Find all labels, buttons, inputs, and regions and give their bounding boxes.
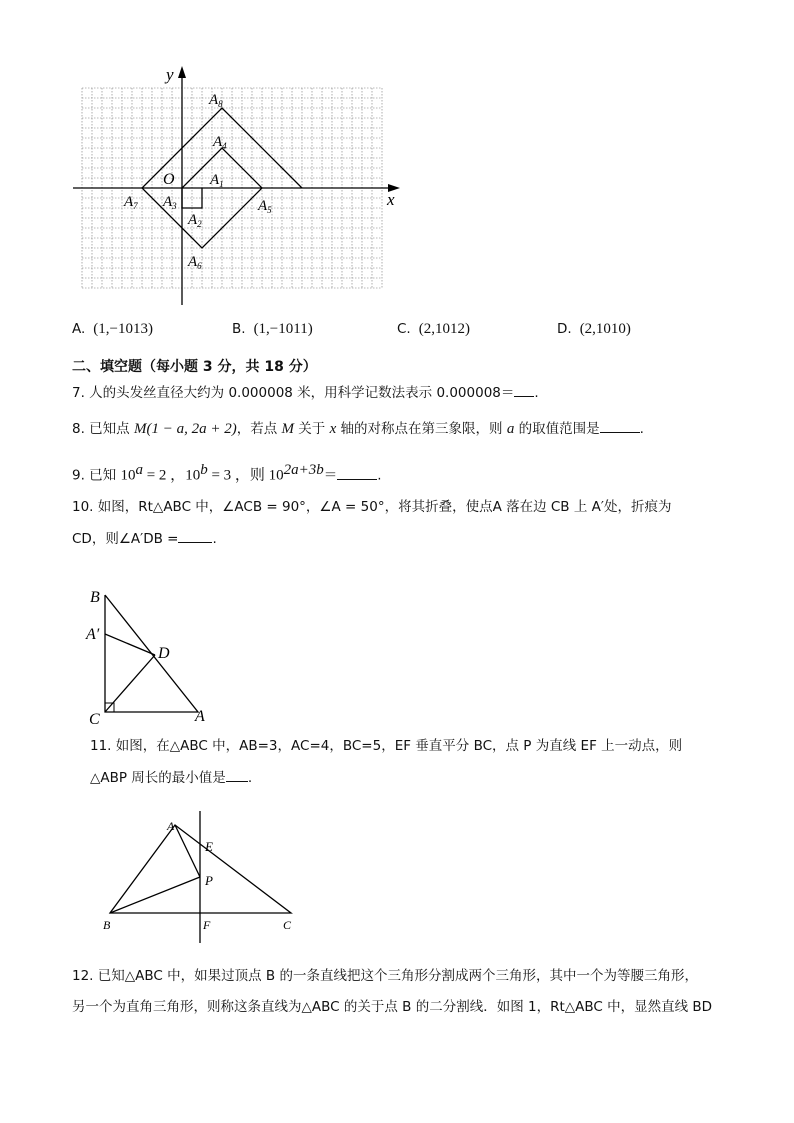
option-b[interactable]: B. (1,−1011) (232, 321, 313, 337)
label-D: D (158, 645, 170, 662)
question-9: 9. 已知 $10^a = 2$ ，$10^b = 3$ ，则 $10^{2a+3b}=$ . (72, 462, 382, 484)
label-A2: $A_2$ (188, 212, 202, 229)
label-A1: $A_1$ (210, 172, 224, 189)
label-C: C (89, 711, 100, 728)
segment-ap (175, 825, 200, 877)
answer-blank-10[interactable] (178, 528, 212, 543)
label-A3: $A_3$ (163, 194, 177, 211)
option-a[interactable]: A. (1,−1013) (72, 321, 153, 337)
answer-blank-9[interactable] (337, 465, 377, 480)
label-B: B (103, 918, 111, 932)
answer-blank-8[interactable] (600, 418, 640, 433)
perpendicular-bisector-figure (95, 805, 305, 945)
axis-label-x: x (387, 190, 395, 209)
label-B: B (90, 589, 100, 606)
question-10-line2: CD，则∠A′DB = . (72, 528, 217, 549)
answer-blank-7[interactable] (514, 382, 534, 397)
option-d[interactable]: D. (2,1010) (557, 321, 631, 337)
y-axis-arrow (178, 66, 186, 78)
question-11-line2: △ABP 周长的最小值是 . (90, 767, 252, 788)
label-A-prime: A′ (86, 626, 100, 643)
question-8: 8. 已知点 M(1 − a, 2a + 2)，若点 M 关于 x 轴的对称点在第三象限，则 a 的取值范围是 . (72, 418, 644, 439)
section-heading: 二、填空题（每小题 3 分，共 18 分） (72, 359, 317, 375)
question-11-line1: 11. 如图，在△ABC 中，AB=3，AC=4，BC=5，EF 垂直平分 BC，点 P 为直线 EF 上一动点，则 (90, 738, 683, 754)
triangle-fold-figure (80, 585, 220, 730)
question-10-line1: 10. 如图，Rt△ABC 中，∠ACB = 90°，∠A = 50°，将其折叠，使点A 落在边 CB 上 A′处，折痕为 (72, 499, 672, 515)
option-c[interactable]: C. (2,1012) (397, 321, 470, 337)
origin-label: O (163, 171, 175, 188)
coordinate-grid-figure (70, 60, 410, 310)
label-A8: $A_8$ (209, 92, 223, 109)
label-A4: $A_4$ (213, 134, 227, 151)
label-A5: $A_5$ (258, 198, 272, 215)
label-A: A (195, 708, 205, 725)
label-A6: $A_6$ (188, 254, 202, 271)
segment-aprime-d (105, 634, 155, 655)
question-7: 7. 人的头发丝直径大约为 0.000008 米，用科学记数法表示 0.000008＝ . (72, 382, 539, 403)
label-E: E (205, 839, 213, 854)
label-A7: $A_7$ (124, 194, 138, 211)
answer-blank-11[interactable] (226, 767, 248, 782)
label-P: P (205, 873, 213, 888)
axis-label-y: y (166, 65, 174, 84)
question-12-line2: 另一个为直角三角形，则称这条直线为△ABC 的关于点 B 的二分割线．如图 1，Rt△ABC 中，显然直线 BD (72, 999, 713, 1015)
label-F: F (203, 918, 211, 932)
label-A: A (167, 819, 175, 833)
question-12-line1: 12. 已知△ABC 中，如果过顶点 B 的一条直线把这个三角形分割成两个三角形，其中一个为等腰三角形， (72, 968, 698, 984)
label-C: C (283, 918, 292, 932)
